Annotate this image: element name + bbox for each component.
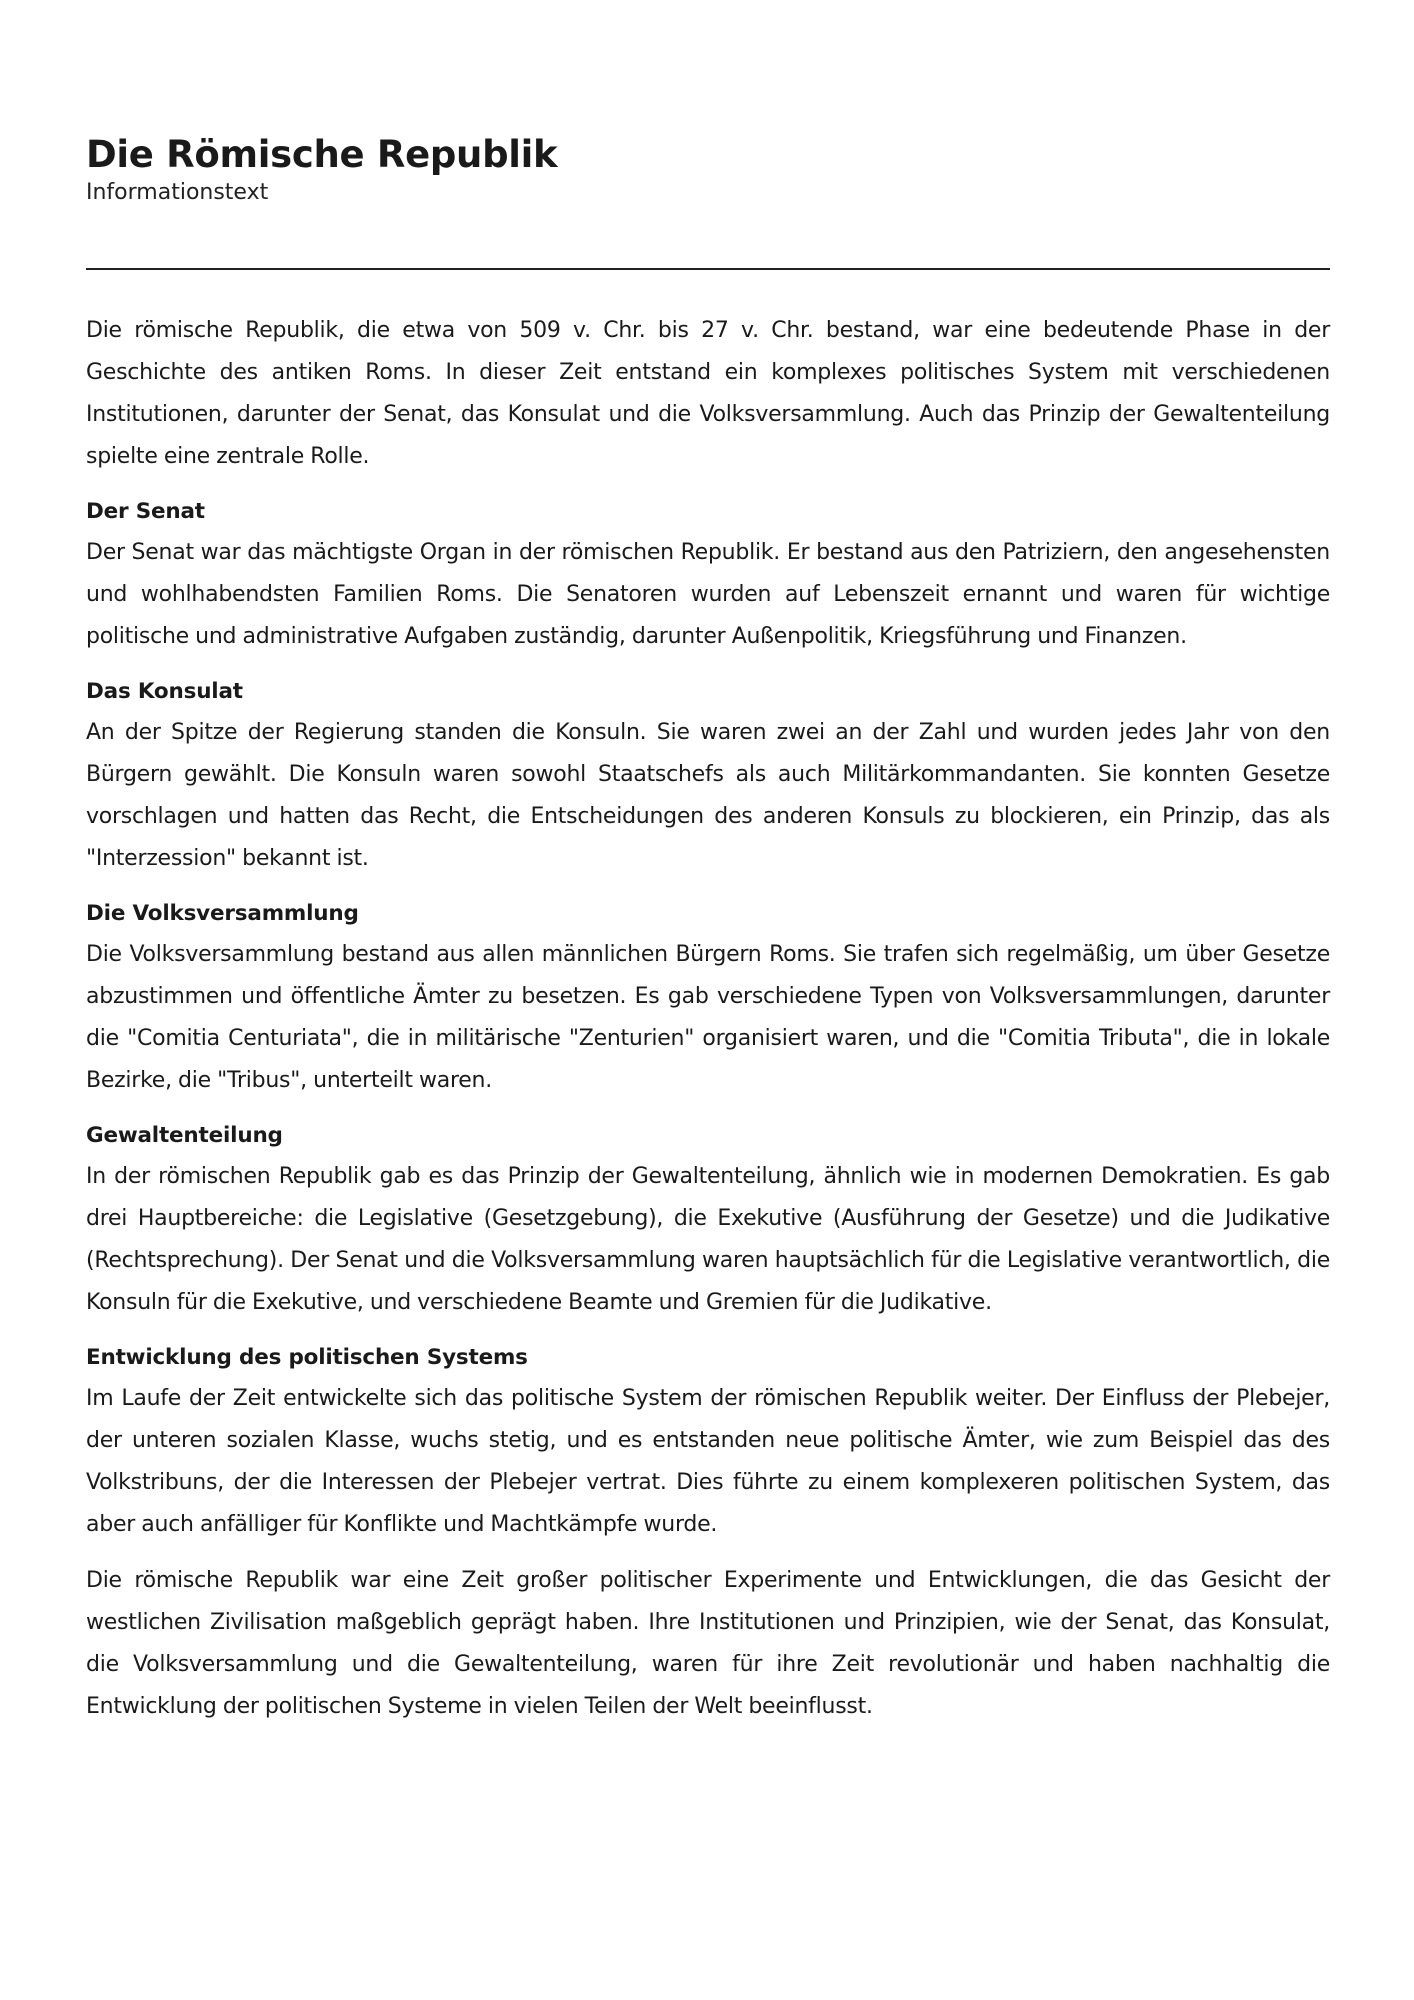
section-heading: Das Konsulat	[86, 679, 243, 704]
title-divider	[86, 268, 1330, 270]
section-heading: Die Volksversammlung	[86, 901, 359, 926]
section-heading: Entwicklung des politischen Systems	[86, 1345, 528, 1370]
section-paragraph: An der Spitze der Regierung standen die Konsuln. Sie waren zwei an der Zahl und wurden jedes Jahr von den Bürgern gewählt. Die Konsuln waren sowohl Staatschefs als auch Militärkommandanten. Sie konnten Gesetze vorschlagen und hatten das Recht, die Entscheidungen des anderen Konsuls zu blockieren, ein Prinzip, das als "Interzession" bekannt ist.	[86, 720, 1330, 871]
page-subtitle: Informationstext	[86, 180, 269, 205]
document-page	[86, 132, 1330, 1719]
section-entwicklung	[86, 1338, 1330, 1546]
intro-paragraph: Die römische Republik, die etwa von 509 v. Chr. bis 27 v. Chr. bestand, war eine bedeutende Phase in der Geschichte des antiken Roms. In dieser Zeit entstand ein komplexes politisches System mit verschiedenen Institutionen, darunter der Senat, das Konsulat und die Volksversammlung. Auch das Prinzip der Gewaltenteilung spielte eine zentrale Rolle.	[86, 318, 1330, 469]
section-paragraph: Die Volksversammlung bestand aus allen männlichen Bürgern Roms. Sie trafen sich regelmäßig, um über Gesetze abzustimmen und öffentliche Ämter zu besetzen. Es gab verschiedene Typen von Volksversammlungen, darunter die "Comitia Centuriata", die in militärische "Zenturien" organisiert waren, und die "Comitia Tributa", die in lokale Bezirke, die "Tribus", unterteilt waren.	[86, 942, 1330, 1093]
section-konsulat	[86, 672, 1330, 880]
closing-paragraph: Die römische Republik war eine Zeit großer politischer Experimente und Entwicklungen, die das Gesicht der westlichen Zivilisation maßgeblich geprägt haben. Ihre Institutionen und Prinzipien, wie der Senat, das Konsulat, die Volksversammlung und die Gewaltenteilung, waren für ihre Zeit revolutionär und haben nachhaltig die Entwicklung der politischen Systeme in vielen Teilen der Welt beeinflusst.	[86, 1568, 1330, 1719]
section-paragraph: Der Senat war das mächtigste Organ in der römischen Republik. Er bestand aus den Patriziern, den angesehensten und wohlhabendsten Familien Roms. Die Senatoren wurden auf Lebenszeit ernannt und waren für wichtige politische und administrative Aufgaben zuständig, darunter Außenpolitik, Kriegsführung und Finanzen.	[86, 540, 1330, 649]
section-paragraph: In der römischen Republik gab es das Prinzip der Gewaltenteilung, ähnlich wie in modernen Demokratien. Es gab drei Hauptbereiche: die Legislative (Gesetzgebung), die Exekutive (Ausführung der Gesetze) und die Judikative (Rechtsprechung). Der Senat und die Volksversammlung waren hauptsächlich für die Legislative verantwortlich, die Konsuln für die Exekutive, und verschiedene Beamte und Gremien für die Judikative.	[86, 1164, 1330, 1315]
section-senat	[86, 492, 1330, 658]
section-volksversammlung	[86, 894, 1330, 1102]
section-heading: Gewaltenteilung	[86, 1123, 283, 1148]
page-title: Die Römische Republik	[86, 133, 558, 176]
document-body	[86, 310, 1330, 1728]
section-heading: Der Senat	[86, 499, 205, 524]
section-paragraph: Im Laufe der Zeit entwickelte sich das politische System der römischen Republik weiter. Der Einfluss der Plebejer, der unteren sozialen Klasse, wuchs stetig, und es entstanden neue politische Ämter, wie zum Beispiel das des Volkstribuns, der die Interessen der Plebejer vertrat. Dies führte zu einem komplexeren politischen System, das aber auch anfälliger für Konflikte und Machtkämpfe wurde.	[86, 1386, 1330, 1537]
section-gewaltenteilung	[86, 1116, 1330, 1324]
